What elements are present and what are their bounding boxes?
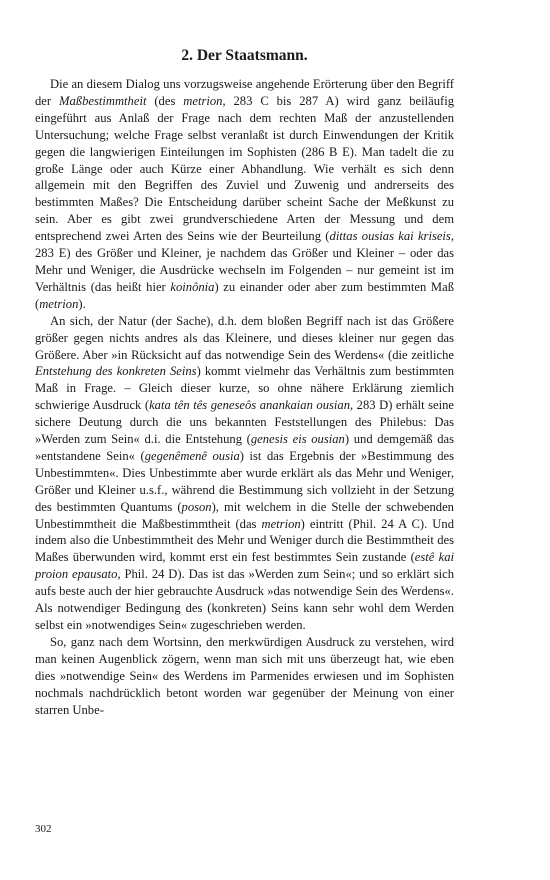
page-text-block: [35, 46, 454, 718]
text-run: An sich, der Natur (der Sache), d.h. dem bloßen Begriff nach ist das Größere größer gegen nichts andres als das Kleinere, und dieses kleiner nur gegen das Größere. Aber »in Rücksicht auf das notwendige Sein des Werdens« (die zeitliche: [35, 313, 454, 362]
italic-term: kata tên tês geneseôs anankaian ousian: [149, 398, 350, 413]
italic-term: estê kai proion epausato: [35, 550, 454, 582]
italic-term: gegenêmenê ousia: [144, 448, 240, 463]
italic-term: poson: [181, 499, 212, 514]
text-run: , 283 C bis 287 A) wird ganz beiläufig eingeführt aus Anlaß der Frage nach dem rechten Maß der anzustellenden Untersuchung; welche Frage selbst veranlaßt ist durch Einwendungen der Kritik gegen die langwierigen Einteilungen im Sophisten (286 B E). Man tadelt die zu große Länge oder auch Kürze einer Abhandlung. Wie verhält es sich denn allgemein mit den Begriffen des Zuviel und Zuwenig und andrerseits des bestimmten Maßes? Die Entscheidung darüber scheint Sache der Meßkunst zu sein. Aber es gibt zwei grundverschiedene Arten der Messung und dem entsprechend zwei Arten des Seins wie der Beurteilung (: [35, 93, 454, 244]
paragraph: [35, 76, 454, 313]
page-number: 302: [35, 823, 52, 835]
text-run: ), mit welchem in die Stelle der schwebenden Unbestimmtheit die Maßbestimmtheit (das: [35, 499, 454, 531]
text-run: , 283 E) des Größer und Kleiner, je nachdem das Größer und Kleiner – oder das Mehr und Weniger, die Ausdrücke wechseln im Folgenden – nur gemeint ist im Verhältnis (das heißt hier: [35, 229, 454, 294]
text-run: Die an diesem Dialog uns vorzugsweise angehende Erörterung über den Begriff der: [35, 77, 454, 108]
paragraph: [35, 634, 454, 719]
italic-term: genesis eis ousian: [250, 432, 345, 447]
italic-term: metrion: [261, 516, 301, 531]
italic-term: metrion: [39, 296, 79, 311]
italic-term: dittas ousias kai kriseis: [329, 229, 451, 244]
text-run: ) ist das Ergebnis der »Bestimmung des Unbestimmten«. Dies Unbestimmte aber wurde erklärt als das Mehr und Weniger, Größer und Kleiner u.s.f., während die Bestimmung sich vollzieht in der Setzung des bestimmten Quantums (: [35, 448, 455, 514]
text-run: ) zu einander oder aber zum bestimmten Maß (: [35, 279, 454, 311]
italic-term: koinônia: [170, 279, 215, 294]
section-heading: 2. Der Staatsmann.: [181, 47, 308, 64]
text-run: (des: [146, 93, 184, 108]
text-run: ) kommt vielmehr das Verhältnis zum bestimmten Maß in Frage. – Gleich dieser kurze, so ohne nähere Erklärung ziemlich schwierige Ausdruck (: [35, 364, 454, 413]
paragraph: [35, 313, 454, 634]
text-run: ).: [78, 296, 86, 311]
body-text: [35, 76, 454, 718]
text-run: , 283 D) erhält seine sichere Deutung durch die uns bekannten Feststellungen des Philebus: Das »Werden zum Sein« d.i. die Entstehung (: [35, 398, 454, 447]
text-run: , Phil. 24 D). Das ist das »Werden zum Sein«; und so erklärt sich aufs beste auch der hier gebrauchte Ausdruck »das notwendige Sein des Werdens«. Als notwendiger Bedingung des (konkreten) Seins kann sehr wohl dem Werden selbst ein »notwendiges Sein« zugeschrieben werden.: [35, 567, 455, 632]
text-run: ) und demgemäß das »entstandene Sein« (: [35, 432, 454, 463]
text-run: So, ganz nach dem Wortsinn, den merkwürdigen Ausdruck zu verstehen, wird man keinen Augenblick zögern, wenn man sich mit uns überzeugt hat, wie eben dies »notwendige Sein« des Werdens im Parmenides erwiesen und im Sophisten nochmals nachdrücklich betont worden war gegenüber der Meinung von einer starren Unbe-: [35, 634, 454, 717]
italic-term: Entstehung des konkreten Seins: [35, 364, 197, 379]
italic-term: Maßbestimmtheit: [59, 93, 147, 108]
italic-term: metrion: [183, 93, 223, 108]
text-run: ) eintritt (Phil. 24 A C). Und indem also die Unbestimmtheit des Mehr und Weniger durch die Bestimmtheit des Maßes überwunden wird, kommt erst ein fest bestimmtes Sein zustande (: [35, 516, 454, 565]
